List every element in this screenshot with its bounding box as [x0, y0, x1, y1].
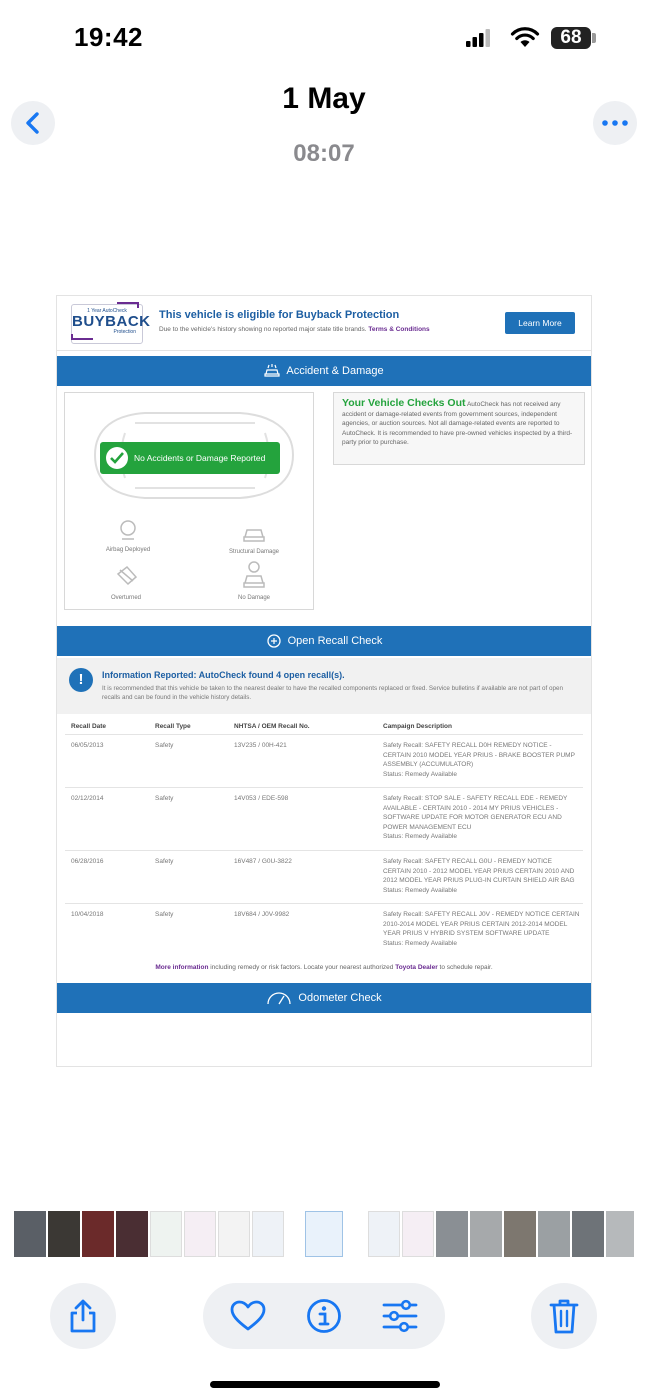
table-row-2-desc: Safety Recall: STOP SALE - SAFETY RECALL EDE - REMEDY AVAILABLE - CERTAIN 2010 - 2014 MY PRIUS VEHICLES - SOFTWARE UPDATE FOR MOTOR GENERATOR ECU AND POWER MANAGEMENT ECU Status: Remedy Available — [383, 795, 568, 841]
overturned-icon — [115, 565, 139, 587]
buyback-subtitle: Due to the vehicle's history showing no reported major state title brands. Terms & Conditions — [159, 326, 430, 333]
share-icon — [68, 1298, 98, 1334]
table-row-3-no: 16V487 / G0U-3822 — [234, 858, 292, 865]
no-damage-label: No Damage — [237, 595, 270, 601]
more-information-link[interactable]: More information — [155, 964, 209, 971]
buyback-title: This vehicle is eligible for Buyback Protection — [159, 309, 400, 321]
thumbnail[interactable] — [116, 1211, 148, 1257]
airbag-icon — [117, 519, 139, 541]
favorite-button[interactable] — [230, 1300, 266, 1337]
recall-info-band — [57, 658, 591, 714]
terms-link[interactable]: Terms & Conditions — [368, 326, 430, 333]
row-divider — [65, 850, 583, 851]
airbag-deployed-label: Airbag Deployed — [105, 547, 151, 553]
battery-tip — [592, 33, 596, 43]
heart-icon — [230, 1300, 266, 1332]
more-information-line: More information including remedy or risk factors. Locate your nearest authorized Toyota Dealer to schedule repair. — [155, 964, 493, 971]
home-indicator[interactable] — [210, 1381, 440, 1388]
odometer-icon — [266, 991, 292, 1005]
table-row-2-no: 14V053 / EDE-598 — [234, 795, 289, 802]
thumbnail[interactable] — [48, 1211, 80, 1257]
share-button[interactable] — [50, 1283, 116, 1349]
thumbnail[interactable] — [82, 1211, 114, 1257]
trash-icon — [549, 1298, 579, 1334]
sliders-icon — [382, 1299, 418, 1333]
thumbnail[interactable] — [538, 1211, 570, 1257]
thumbnail[interactable] — [504, 1211, 536, 1257]
structural-damage-icon — [242, 523, 266, 543]
thumbnail[interactable] — [150, 1211, 182, 1257]
logo-arrow-bottom — [71, 334, 93, 340]
table-row-4-type: Safety — [155, 911, 174, 918]
table-row-3-date: 06/28/2016 — [71, 858, 104, 865]
recall-icon — [266, 634, 282, 648]
table-row-4-no: 18V684 / J0V-9982 — [234, 911, 290, 918]
open-recall-header: Open Recall Check — [57, 626, 591, 656]
wifi-icon — [510, 26, 540, 48]
table-row-1-desc: Safety Recall: SAFETY RECALL D0H REMEDY NOTICE - CERTAIN 2010 MODEL YEAR PRIUS - BRAKE BOOSTER PUMP ASSEMBLY (ACCUMULATOR) Status: Remedy Available — [383, 742, 575, 778]
thumbnail[interactable] — [402, 1211, 434, 1257]
adjust-button[interactable] — [382, 1299, 418, 1338]
thumbnail[interactable] — [218, 1211, 250, 1257]
col-recall-type: Recall Type — [155, 723, 191, 730]
table-row-1-date: 06/05/2013 — [71, 742, 104, 749]
table-row-1-no: 13V235 / 00H-421 — [234, 742, 287, 749]
photo-document — [56, 295, 592, 1067]
table-row-3-desc: Safety Recall: SAFETY RECALL G0U - REMEDY NOTICE CERTAIN 2010 - 2012 MODEL YEAR PRIUS CERTAIN 2010 AND 2012 MODEL YEAR PRIUS PLUG-IN CURTAIN SHIELD AIR BAG Status: Remedy Available — [383, 858, 575, 894]
status-time: 19:42 — [74, 22, 143, 52]
thumbnail[interactable] — [14, 1211, 46, 1257]
photo-time: 08:07 — [293, 140, 355, 167]
col-recall-no: NHTSA / OEM Recall No. — [234, 723, 310, 730]
vehicle-checks-out-box: Your Vehicle Checks Out AutoCheck has not received any accident or damage-related events from government sources, independent agencies, or auction sources. Not all damage-related events are reported to AutoCheck. It is recommended to have pre-owned vehicles inspected by a third-party prior to purchase. — [333, 392, 585, 465]
table-row-2-type: Safety — [155, 795, 174, 802]
thumbnail[interactable] — [470, 1211, 502, 1257]
thumbnail[interactable] — [436, 1211, 468, 1257]
photo-date: 1 May — [282, 82, 366, 115]
damage-diagram-panel — [64, 392, 314, 610]
row-divider — [65, 734, 583, 735]
thumbnail[interactable] — [252, 1211, 284, 1257]
table-row-4-date: 10/04/2018 — [71, 911, 104, 918]
delete-button[interactable] — [531, 1283, 597, 1349]
info-button[interactable] — [306, 1298, 342, 1339]
no-accidents-badge: No Accidents or Damage Reported — [100, 442, 280, 474]
table-row-4-desc: Safety Recall: SAFETY RECALL J0V - REMEDY NOTICE CERTAIN 2010-2014 MODEL YEAR PRIUS CERTAIN 2012-2014 MODEL YEAR PRIUS V HYBRID SYSTEM SOFTWARE UPDATE Status: Remedy Available — [383, 911, 580, 947]
learn-more-button[interactable]: Learn More — [505, 312, 575, 334]
toyota-dealer-link[interactable]: Toyota Dealer — [395, 964, 438, 971]
signal-icon — [466, 28, 492, 48]
table-row-3-type: Safety — [155, 858, 174, 865]
accident-damage-header: Accident & Damage — [57, 356, 591, 386]
table-row-2-date: 02/12/2014 — [71, 795, 104, 802]
no-damage-icon — [242, 561, 266, 589]
table-row-1-type: Safety — [155, 742, 174, 749]
row-divider — [65, 903, 583, 904]
battery-indicator: 68 — [551, 27, 591, 49]
checkmark-icon — [106, 447, 128, 469]
thumbnail[interactable] — [184, 1211, 216, 1257]
ellipsis-icon — [602, 120, 628, 126]
buyback-logo: 1 Year AutoCheck BUYBACK Protection — [71, 304, 143, 344]
logo-arrow-top — [117, 302, 139, 308]
recall-info-title: Information Reported: AutoCheck found 4 open recall(s). — [102, 670, 345, 680]
info-exclamation-icon: ! — [69, 668, 93, 692]
structural-damage-label: Structural Damage — [228, 549, 280, 555]
buyback-banner — [57, 296, 591, 351]
thumbnail[interactable] — [368, 1211, 400, 1257]
thumbnail[interactable] — [572, 1211, 604, 1257]
info-icon — [306, 1298, 342, 1334]
thumbnail-selected[interactable] — [305, 1211, 343, 1257]
odometer-check-header: Odometer Check — [57, 983, 591, 1013]
recall-info-text: It is recommended that this vehicle be taken to the nearest dealer to have the recalled components replaced or fixed. Service bulletins if available are not part of open recalls and can be found in the vehicle history details. — [102, 685, 563, 701]
row-divider — [65, 787, 583, 788]
car-crash-icon — [264, 364, 280, 378]
more-options-button[interactable] — [593, 101, 637, 145]
thumbnail[interactable] — [606, 1211, 634, 1257]
thumbnail-strip[interactable] — [14, 1211, 634, 1257]
col-recall-date: Recall Date — [71, 723, 107, 730]
col-campaign-desc: Campaign Description — [383, 723, 452, 730]
overturned-label: Overturned — [110, 595, 141, 601]
